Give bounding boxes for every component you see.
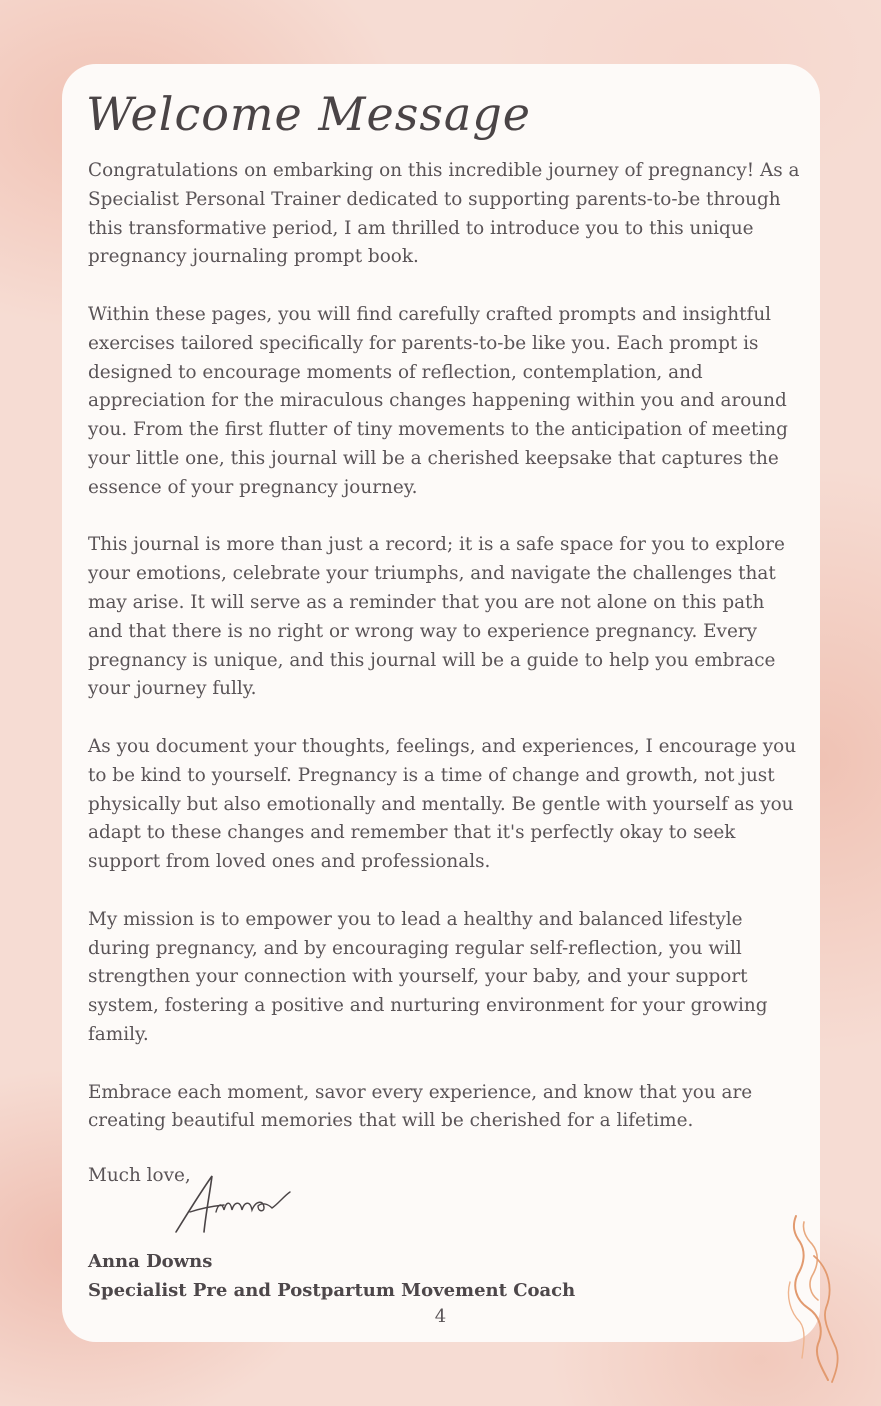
- paragraph-4: As you document your thoughts, feelings, and experiences, I encourage you to be kind to yourself. Pregnancy is a time of change and growth, not just physically but also emotionally and mentally. Be gentle with yourself as you adapt to these changes and remember that it's perfectly okay to seek support from loved ones and professionals.: [88, 735, 797, 873]
- closing-line: Much love,: [88, 1165, 191, 1186]
- page-number: 4: [434, 1306, 447, 1327]
- paragraph-2: Within these pages, you will find carefully crafted prompts and insightful exercises tailored specifically for parents-to-be like you. Each prompt is designed to encourage moments of reflection, contemplation, and appreciation for the miraculous changes happening within you and around you. From the first flutter of tiny movements to the anticipation of meeting your little one, this journal will be a cherished keepsake that captures the essence of your pregnancy journey.: [88, 303, 788, 498]
- paragraph-3: This journal is more than just a record; it is a safe space for you to explore your emotions, celebrate your triumphs, and navigate the challenges that may arise. It will serve as a reminder that you are not alone on this path and that there is no right or wrong way to experience pregnancy. Every pregnancy is unique, and this journal will be a guide to help you embrace your journey fully.: [88, 534, 785, 700]
- author-name: Anna Downs: [88, 1251, 213, 1272]
- letter-body: [88, 157, 803, 1165]
- author-block: [88, 1247, 575, 1305]
- paragraph-1: Congratulations on embarking on this incredible journey of pregnancy! As a Specialist Personal Trainer dedicated to supporting parents-to-be through this transformative period, I am thrilled to introduce you to this unique pregnancy journaling prompt book.: [88, 160, 800, 268]
- page-title: Welcome Message: [86, 87, 532, 141]
- author-title: Specialist Pre and Postpartum Movement Coach: [88, 1280, 576, 1301]
- pregnant-silhouette-logo-icon: [784, 1212, 846, 1384]
- paragraph-6: Embrace each moment, savor every experience, and know that you are creating beautiful memories that will be cherished for a lifetime.: [88, 1081, 753, 1132]
- signature-icon: [172, 1172, 302, 1236]
- paragraph-5: My mission is to empower you to lead a healthy and balanced lifestyle during pregnancy, and by encouraging regular self-reflection, you will strengthen your connection with yourself, your baby, and your support system, fostering a positive and nurturing environment for your growing family.: [88, 908, 768, 1045]
